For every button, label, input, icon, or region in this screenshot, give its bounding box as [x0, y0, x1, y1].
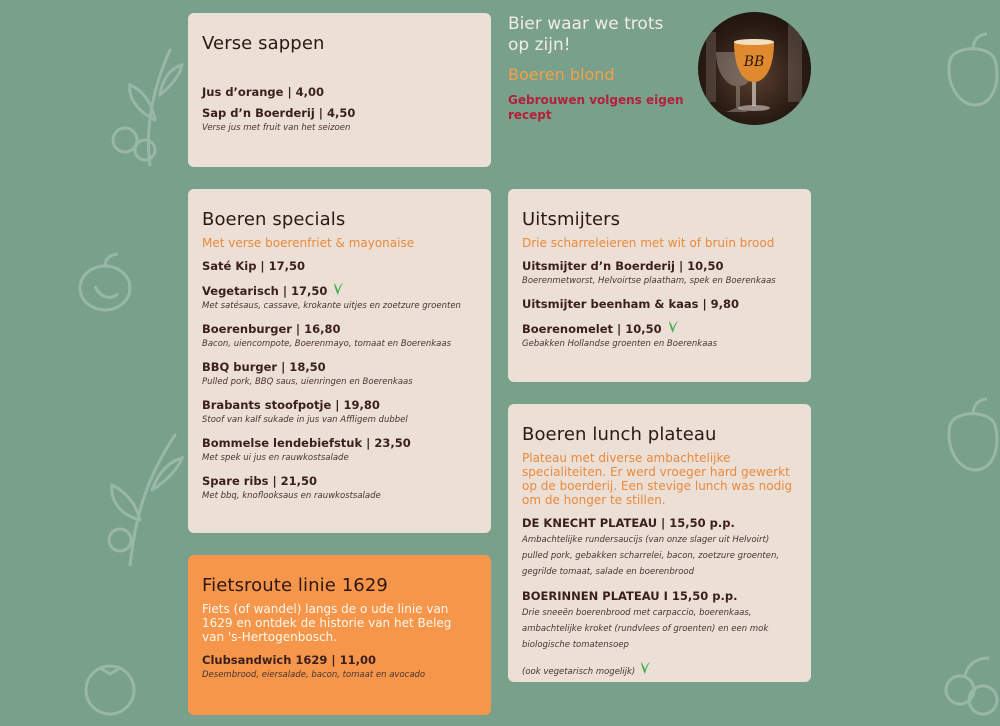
menu-item [202, 282, 477, 313]
fietsroute-title: Fietsroute linie 1629 [202, 575, 388, 596]
boeren-specials-card [188, 189, 491, 533]
menu-item-name: Saté Kip | 17,50 [202, 259, 306, 273]
menu-item-description: Ambachtelijke rundersaucijs (van onze slager uit Helvoirt) pulled pork, gebakken scharrelei, bacon, zoetzure groenten, gegrilde tomaat, salade en boerenbrood [522, 535, 780, 577]
menu-item-name: Clubsandwich 1629 | 11,00 [202, 653, 376, 667]
boeren-specials-subtitle: Met verse boerenfriet & mayonaise [202, 236, 415, 250]
leaf-icon [639, 661, 651, 675]
menu-item [202, 473, 477, 503]
menu-item-description: Verse jus met fruit van het seizoen [202, 123, 351, 133]
menu-item-description: Pulled pork, BBQ saus, uienringen en Boerenkaas [202, 377, 413, 387]
lunch-plateau-card [508, 404, 811, 682]
menu-item-name: BOERINNEN PLATEAU I 15,50 p.p. [522, 589, 738, 603]
menu-item-description: Drie sneeën boerenbrood met carpaccio, boerenkaas, ambachtelijke kroket (rundvlees of groenten) en een mok biologische tomatensoep [522, 608, 769, 650]
fietsroute-subtitle: Fiets (of wandel) langs de o ude linie van 1629 en ontdek de historie van het Beleg van 's-Hertogenbosch. [202, 602, 452, 644]
menu-item-name: Uitsmijter beenham & kaas | 9,80 [522, 297, 740, 311]
menu-item-description: Bacon, uiencompote, Boerenmayo, tomaat en Boerenkaas [202, 339, 452, 349]
pepper-icon [935, 395, 1000, 475]
menu-item-description: Stoof van kalf sukade in jus van Affligem dubbel [202, 415, 408, 425]
menu-item-name: Uitsmijter d’n Boerderij | 10,50 [522, 259, 724, 273]
uitsmijters-title: Uitsmijters [522, 209, 621, 230]
menu-item [522, 296, 797, 312]
menu-item-description: Boerenmetworst, Helvoirtse plaatham, spek en Boerenkaas [522, 276, 776, 286]
menu-item [202, 321, 477, 351]
promo-beer-name: Boeren blond [508, 65, 615, 84]
beer-glass-illustration [698, 12, 811, 125]
menu-item [202, 435, 477, 465]
menu-item-name: Vegetarisch | 17,50 [202, 284, 328, 298]
menu-item [202, 105, 477, 135]
lunch-plateau-subtitle: Plateau met diverse ambachtelijke specialiteiten. Er werd vroeger hard gewerkt op de boerderij. Een stevige lunch was nodig om de honger te stillen. [522, 451, 793, 507]
tomato-icon [75, 650, 145, 720]
vegetarian-note: (ook vegetarisch mogelijk) [522, 667, 636, 677]
pepper-icon [935, 30, 1000, 110]
menu-item-name: Sap d’n Boerderij | 4,50 [202, 106, 356, 120]
verse-sappen-title: Verse sappen [202, 33, 325, 54]
uitsmijters-subtitle: Drie scharreleieren met wit of bruin brood [522, 236, 775, 250]
herb-sprig-icon [90, 420, 190, 570]
menu-item-description: Met satésaus, cassave, krokante uitjes en zoetzure groenten [202, 301, 461, 311]
menu-item-name: BBQ burger | 18,50 [202, 360, 326, 374]
verse-sappen-card [188, 13, 491, 167]
menu-item-description: Met bbq, knoflooksaus en rauwkostsalade [202, 491, 381, 501]
menu-item [522, 320, 797, 351]
boeren-specials-title: Boeren specials [202, 209, 346, 230]
menu-item [202, 652, 477, 682]
menu-item-name: Spare ribs | 21,50 [202, 474, 318, 488]
menu-item-name: DE KNECHT PLATEAU | 15,50 p.p. [522, 516, 735, 530]
menu-item [202, 258, 477, 274]
menu-item-description: Desembrood, eiersalade, bacon, tomaat en avocado [202, 670, 426, 680]
uitsmijters-card [508, 189, 811, 382]
herb-sprig-icon [100, 40, 190, 170]
leaf-icon [667, 320, 679, 334]
promo-title: Bier waar we trots op zijn! [508, 14, 664, 55]
menu-item [202, 397, 477, 427]
menu-item [202, 84, 477, 100]
leaf-icon [332, 282, 344, 296]
beer-promo [508, 14, 688, 123]
pepper-icon [70, 250, 140, 320]
fietsroute-card [188, 555, 491, 715]
menu-item-name: Brabants stoofpotje | 19,80 [202, 398, 380, 412]
beer-glass-photo [698, 12, 811, 125]
menu-item-description: Met spek ui jus en rauwkostsalade [202, 453, 349, 463]
menu-item-name: Bommelse lendebiefstuk | 23,50 [202, 436, 411, 450]
lunch-plateau-title: Boeren lunch plateau [522, 424, 717, 445]
menu-item-description: Gebakken Hollandse groenten en Boerenkaas [522, 339, 718, 349]
menu-item [202, 359, 477, 389]
promo-tagline: Gebrouwen volgens eigen recept [508, 93, 684, 122]
beer-logo-text: BB [743, 54, 765, 70]
menu-item [522, 258, 797, 288]
menu-item-name: Boerenomelet | 10,50 [522, 322, 662, 336]
menu-item-name: Jus d’orange | 4,00 [202, 85, 325, 99]
menu-item-name: Boerenburger | 16,80 [202, 322, 341, 336]
menu-item [522, 588, 797, 653]
berries-icon [935, 650, 1000, 726]
menu-item [522, 515, 797, 580]
